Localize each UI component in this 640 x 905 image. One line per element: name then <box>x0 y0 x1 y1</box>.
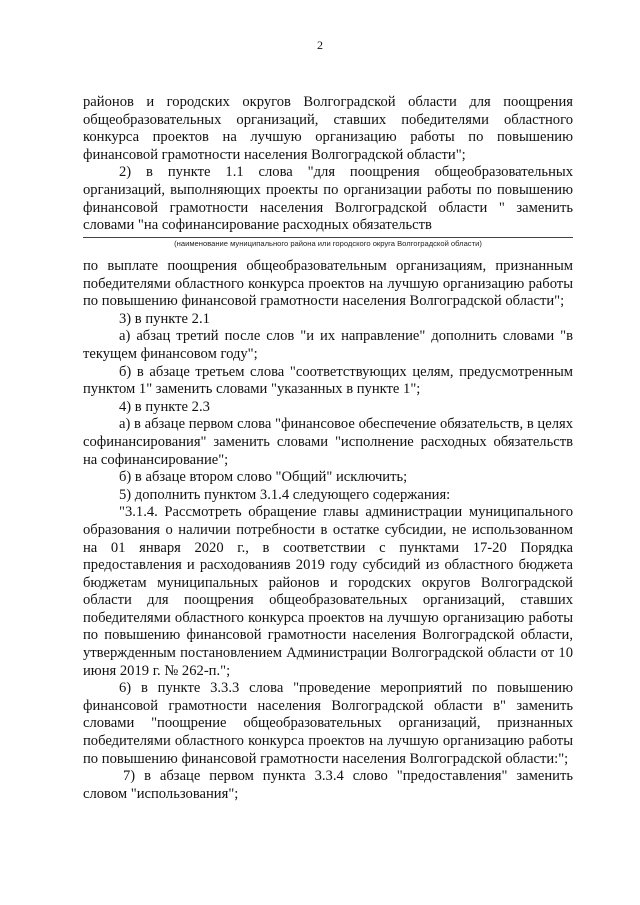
paragraph: районов и городских округов Волгоградской области для поощрения общеобразовательных организаций, ставших победителями областного конкурса проектов на лучшую организацию работы по повышению финансовой грамотности населения Волгоградской области"; <box>83 94 573 163</box>
paragraph: б) в абзаце третьем слова "соответствующих целям, предусмотренным пунктом 1" заменить словами "указанных в пункте 1"; <box>83 363 573 398</box>
paragraph: 6) в пункте 3.3.3 слова "проведение мероприятий по повышению финансовой грамотности населения Волгоградской области в" заменить словами "поощрение общеобразовательных организаций, признанных победителями областного конкурса проектов на лучшую организацию работы по повышению финансовой грамотности населения Волгоградской области:"; <box>83 680 573 767</box>
paragraph: 2) в пункте 1.1 слова "для поощрения общеобразовательных организаций, выполняющих проекты по организации работы по повышению финансовой грамотности населения Волгоградской области " заменить словами "на софинансирование расходных обязательств <box>83 164 573 234</box>
paragraph: 7) в абзаце первом пункта 3.3.4 слово "предоставления" заменить словом "использования"; <box>83 768 573 802</box>
page-number: 2 <box>317 38 323 52</box>
paragraph: по выплате поощрения общеобразовательным организациям, признанным победителями областного конкурса проектов на лучшую организацию работы по повышению финансовой грамотности населения Волгоградской области"; <box>83 258 573 310</box>
paragraph: а) абзац третий после слов "и их направление" дополнить словами "в текущем финансовом году"; <box>83 328 573 362</box>
text-block-main <box>83 258 573 803</box>
paragraph: 5) дополнить пунктом 3.1.4 следующего содержания: <box>119 486 451 503</box>
quoted-paragraph: "3.1.4. Рассмотреть обращение главы администрации муниципального образования о наличии потребности в остатке субсидии, не использованном на 01 января 2020 г., в соответствии с пунктами 17-20 Порядка предоставления и расходованияв 2019 году субсидий из областного бюджета бюджетам муниципальных районов и городских округов Волгоградской области для поощрения общеобразовательных организаций, ставших победителями областного конкурса проектов на лучшую организацию работы по повышению финансовой грамотности населения Волгоградской области, утвержденным постановлением Администрации Волгоградской области от 10 июня 2019 г. № 262-п."; <box>83 504 573 679</box>
paragraph: б) в абзаце втором слово "Общий" исключить; <box>119 469 408 486</box>
paragraph: 3) в пункте 2.1 <box>119 310 210 327</box>
paragraph: 4) в пункте 2.3 <box>119 398 210 415</box>
field-caption: (наименование муниципального района или городского округа Волгоградской области) <box>83 237 573 249</box>
paragraph: а) в абзаце первом слова "финансовое обеспечение обязательств, в целях софинансирования" заменить словами "исполнение расходных обязательств на софинансирование"; <box>83 416 573 468</box>
text-block-top <box>83 94 573 235</box>
